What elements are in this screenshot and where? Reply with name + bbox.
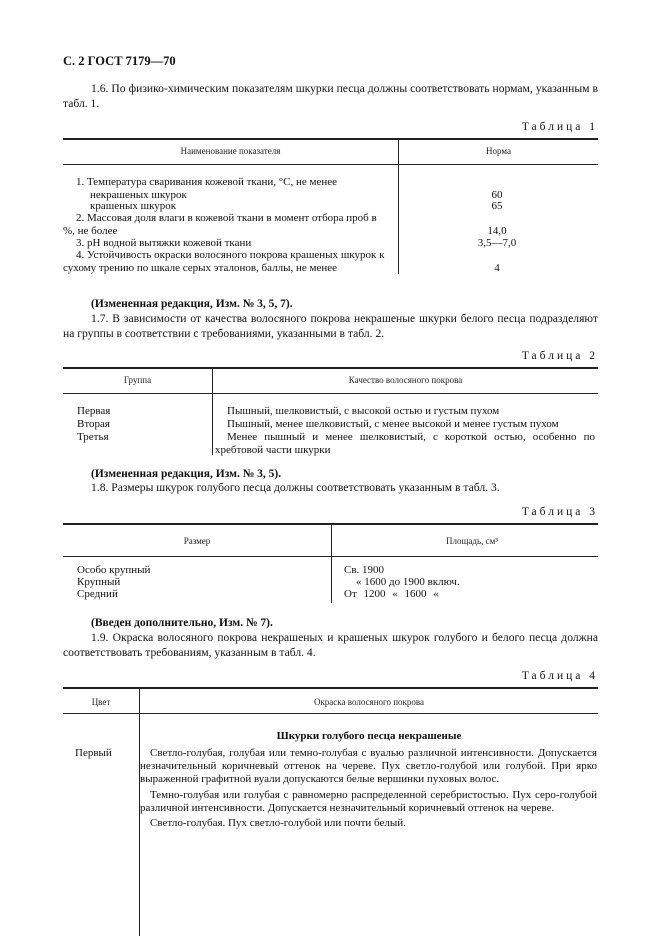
table-1-row-label: 3. pH водной вытяжки кожевой ткани xyxy=(76,237,252,249)
table-2-group: Вторая xyxy=(77,418,110,430)
table-1-body-divider xyxy=(398,164,399,274)
table-1-caption: Таблица 1 xyxy=(521,121,598,133)
table-3-area: От 1200 « 1600 « xyxy=(344,588,439,600)
table-1-row-value: 60 xyxy=(491,189,503,201)
table-4-caption: Таблица 4 xyxy=(521,670,598,682)
table-1-row-value: 4 xyxy=(494,262,500,274)
table-1-row-label: некрашеных шкурок xyxy=(90,189,187,201)
table-4-subheading: Шкурки голубого песца некрашеные xyxy=(276,730,462,742)
table-1-row-value: 3,5—7,0 xyxy=(477,237,517,249)
table-3-area: Св. 1900 xyxy=(344,564,385,576)
table-2-header-quality: Качество волосяного покрова xyxy=(348,375,463,385)
table-2-quality: Пышный, менее шелковистый, с менее высокой и менее густым пухом xyxy=(227,418,559,430)
table-3-header-rule xyxy=(63,556,598,557)
table-1-row-value: 65 xyxy=(491,200,503,212)
table-1-row-label: 4. Устойчивость окраски волосяного покрова крашеных шкурок к xyxy=(76,249,385,261)
table-1-row-label: 1. Температура сваривания кожевой ткани, °С, не менее xyxy=(76,176,338,188)
page-header: С. 2 ГОСТ 7179—70 xyxy=(63,54,176,68)
table-2-caption: Таблица 2 xyxy=(521,350,598,362)
table-3-size: Средний xyxy=(77,588,118,600)
table-1-row-label: %, не более xyxy=(63,225,118,237)
table-2-header-rule xyxy=(63,393,598,394)
table-4-header-rule xyxy=(63,713,598,714)
table-3-column-divider xyxy=(331,523,332,603)
table-2-quality: Менее пышный и менее шелковистый, с короткой остью, особенно по хребтовой части шкурки xyxy=(215,431,595,456)
table-3-header-size: Размер xyxy=(183,536,211,546)
paragraph-1-6: 1.6. По физико-химическим показателям шкурки песца должны соответствовать нормам, указанным в табл. 1. xyxy=(63,82,598,110)
table-1-row-label: сухому трению по шкале серых эталонов, баллы, не менее xyxy=(63,262,337,274)
table-2-group: Третья xyxy=(77,431,109,443)
table-1-row-label: 2. Массовая доля влаги в кожевой ткани в момент отбора проб в xyxy=(76,212,377,224)
table-2-top-rule xyxy=(63,367,598,369)
table-4-top-rule xyxy=(63,687,598,689)
table-4-header-coloration: Окраска волосяного покрова xyxy=(313,697,425,707)
table-1-header-indicator: Наименование показателя xyxy=(180,146,281,156)
amendment-note-1: (Измененная редакция, Изм. № 3, 5, 7). xyxy=(91,298,293,310)
table-1-header-rule xyxy=(63,164,598,165)
table-2-quality: Пышный, шелковистый, с высокой остью и густым пухом xyxy=(227,405,500,417)
table-2-header-group: Группа xyxy=(123,375,152,385)
amendment-note-3: (Введен дополнительно, Изм. № 7). xyxy=(91,617,273,629)
table-3-header-area xyxy=(332,536,598,546)
table-1-row-label: крашеных шкурок xyxy=(90,200,177,212)
table-4-coloration-paragraph: Светло-голубая, голубая или темно-голубая с вуалью различной интенсивности. Допускается незначительный коричневый оттенок на череве. Пух светло-голубой или голубой. При ярко выраженной графитной вуали допускаются белые вершинки пуховых волос. xyxy=(140,747,597,785)
table-1-top-rule xyxy=(63,138,598,140)
table-3-header-area-text: Площадь, см³ xyxy=(446,536,498,546)
table-3-area: « 1600 до 1900 включ. xyxy=(356,576,460,588)
table-4-header-color: Цвет xyxy=(91,697,111,707)
paragraph-1-9: 1.9. Окраска волосяного покрова некрашеных и крашеных шкурок голубого и белого песца должна соответствовать требованиям, указанным в табл. 4. xyxy=(63,631,598,659)
table-2-group: Первая xyxy=(77,405,111,417)
table-3-size: Особо крупный xyxy=(77,564,151,576)
paragraph-1-8: 1.8. Размеры шкурок голубого песца должны соответствовать указанным в табл. 3. xyxy=(91,481,500,494)
table-4-coloration-paragraph: Светло-голубая. Пух светло-голубой или почти белый. xyxy=(150,817,406,829)
amendment-note-2: (Измененная редакция, Изм. № 3, 5). xyxy=(91,468,282,480)
table-1-row-value: 14,0 xyxy=(487,225,507,237)
table-1-header-norm: Норма xyxy=(486,146,511,156)
paragraph-1-7: 1.7. В зависимости от качества волосяного покрова некрашеные шкурки белого песца подразделяют на группы в соответствии с требованиями, указанными в табл. 2. xyxy=(63,312,598,340)
table-4-coloration-paragraph: Темно-голубая или голубая с равномерно распределенной серебристостью. Пух серо-голубой различной интенсивности. Допускается незначительный коричневый оттенок на череве. xyxy=(140,789,597,814)
table-3-caption: Таблица 3 xyxy=(521,506,598,518)
table-4-color: Первый xyxy=(75,747,112,759)
table-3-size: Крупный xyxy=(77,576,121,588)
